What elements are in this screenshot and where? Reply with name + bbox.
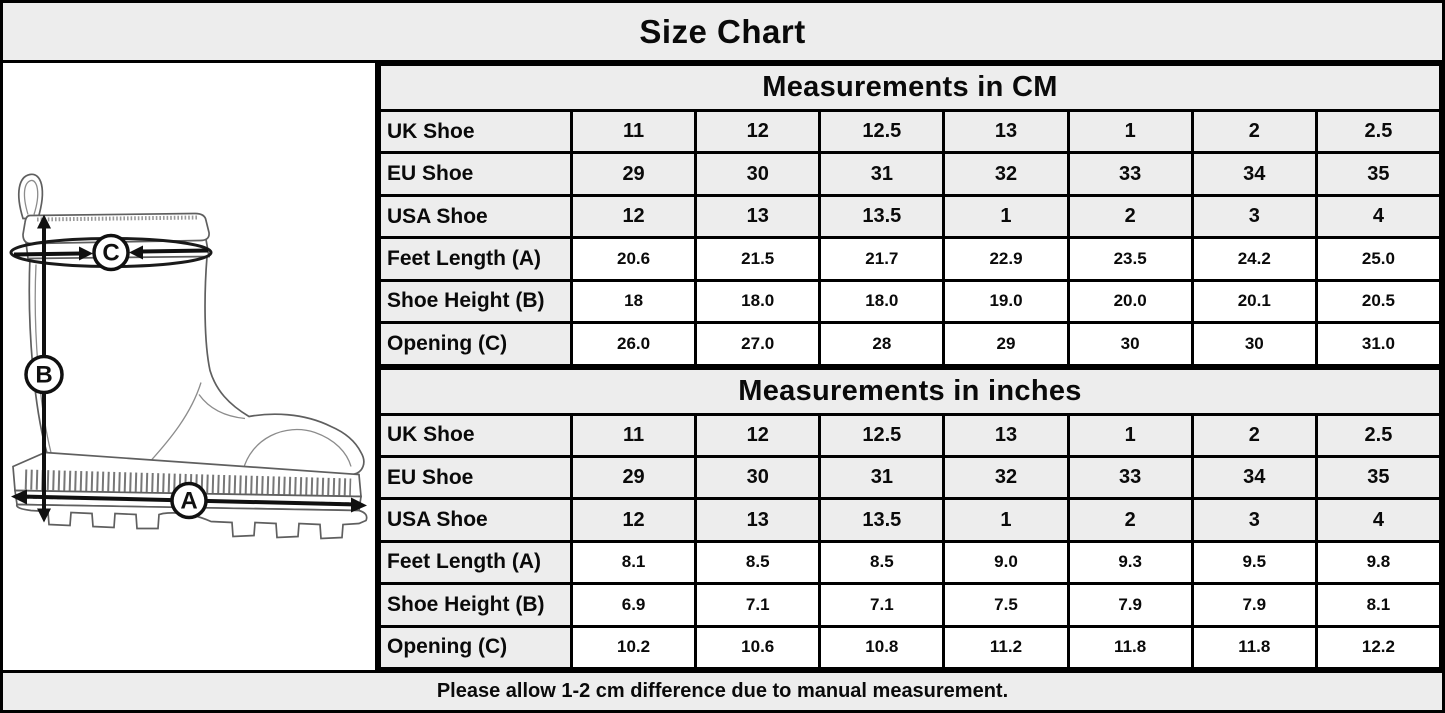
row-label: USA Shoe bbox=[380, 195, 572, 237]
value-cell: 11.2 bbox=[944, 626, 1068, 668]
table-row bbox=[380, 584, 1441, 626]
value-cell: 11 bbox=[572, 414, 696, 456]
value-cell: 12.5 bbox=[820, 414, 944, 456]
row-label: EU Shoe bbox=[380, 153, 572, 195]
value-cell: 13.5 bbox=[820, 499, 944, 541]
value-cell: 30 bbox=[696, 456, 820, 498]
value-cell: 25.0 bbox=[1316, 238, 1440, 280]
value-cell: 11.8 bbox=[1192, 626, 1316, 668]
table-row bbox=[380, 323, 1441, 365]
value-cell: 31 bbox=[820, 153, 944, 195]
boot-measurement-diagram bbox=[3, 63, 375, 670]
value-cell: 2 bbox=[1192, 414, 1316, 456]
value-cell: 13 bbox=[944, 414, 1068, 456]
value-cell: 7.9 bbox=[1192, 584, 1316, 626]
value-cell: 8.1 bbox=[572, 541, 696, 583]
value-cell: 26.0 bbox=[572, 323, 696, 365]
row-label: UK Shoe bbox=[380, 111, 572, 153]
value-cell: 18.0 bbox=[820, 280, 944, 322]
row-label: Shoe Height (B) bbox=[380, 280, 572, 322]
table-row bbox=[380, 153, 1441, 195]
page-title: Size Chart bbox=[3, 3, 1442, 63]
table-row bbox=[380, 456, 1441, 498]
value-cell: 13 bbox=[696, 499, 820, 541]
value-cell: 33 bbox=[1068, 153, 1192, 195]
value-cell: 7.5 bbox=[944, 584, 1068, 626]
boot-diagram-panel bbox=[3, 63, 378, 670]
value-cell: 9.5 bbox=[1192, 541, 1316, 583]
table-row bbox=[380, 626, 1441, 668]
row-label: EU Shoe bbox=[380, 456, 572, 498]
value-cell: 12 bbox=[696, 111, 820, 153]
value-cell: 7.1 bbox=[696, 584, 820, 626]
value-cell: 30 bbox=[1068, 323, 1192, 365]
value-cell: 13 bbox=[944, 111, 1068, 153]
value-cell: 18.0 bbox=[696, 280, 820, 322]
value-cell: 1 bbox=[1068, 414, 1192, 456]
section-header: Measurements in inches bbox=[380, 368, 1441, 414]
value-cell: 21.5 bbox=[696, 238, 820, 280]
value-cell: 35 bbox=[1316, 456, 1440, 498]
row-label: Opening (C) bbox=[380, 323, 572, 365]
svg-text:A: A bbox=[180, 487, 198, 515]
value-cell: 20.5 bbox=[1316, 280, 1440, 322]
row-label: Feet Length (A) bbox=[380, 541, 572, 583]
measurement-tables bbox=[378, 63, 1442, 670]
value-cell: 13 bbox=[696, 195, 820, 237]
table-row bbox=[380, 499, 1441, 541]
value-cell: 10.8 bbox=[820, 626, 944, 668]
boot-upper bbox=[29, 257, 364, 475]
value-cell: 31.0 bbox=[1316, 323, 1440, 365]
table-row bbox=[380, 541, 1441, 583]
table-row bbox=[380, 111, 1441, 153]
table-row bbox=[380, 414, 1441, 456]
value-cell: 30 bbox=[1192, 323, 1316, 365]
value-cell: 21.7 bbox=[820, 238, 944, 280]
value-cell: 28 bbox=[820, 323, 944, 365]
value-cell: 33 bbox=[1068, 456, 1192, 498]
row-label: Feet Length (A) bbox=[380, 238, 572, 280]
value-cell: 10.2 bbox=[572, 626, 696, 668]
value-cell: 8.5 bbox=[820, 541, 944, 583]
value-cell: 24.2 bbox=[1192, 238, 1316, 280]
svg-text:C: C bbox=[102, 239, 120, 267]
value-cell: 12 bbox=[572, 195, 696, 237]
value-cell: 11.8 bbox=[1068, 626, 1192, 668]
value-cell: 20.0 bbox=[1068, 280, 1192, 322]
row-label: Shoe Height (B) bbox=[380, 584, 572, 626]
value-cell: 9.8 bbox=[1316, 541, 1440, 583]
value-cell: 2.5 bbox=[1316, 111, 1440, 153]
marker-c bbox=[94, 236, 128, 270]
value-cell: 29 bbox=[572, 456, 696, 498]
value-cell: 9.3 bbox=[1068, 541, 1192, 583]
chart-body bbox=[3, 63, 1442, 670]
table-row bbox=[380, 238, 1441, 280]
value-cell: 12 bbox=[696, 414, 820, 456]
value-cell: 31 bbox=[820, 456, 944, 498]
value-cell: 3 bbox=[1192, 499, 1316, 541]
value-cell: 9.0 bbox=[944, 541, 1068, 583]
value-cell: 10.6 bbox=[696, 626, 820, 668]
value-cell: 2 bbox=[1192, 111, 1316, 153]
row-label: USA Shoe bbox=[380, 499, 572, 541]
row-label: Opening (C) bbox=[380, 626, 572, 668]
marker-b bbox=[26, 357, 62, 393]
section-header: Measurements in CM bbox=[380, 65, 1441, 111]
value-cell: 8.1 bbox=[1316, 584, 1440, 626]
value-cell: 13.5 bbox=[820, 195, 944, 237]
value-cell: 32 bbox=[944, 153, 1068, 195]
value-cell: 30 bbox=[696, 153, 820, 195]
value-cell: 19.0 bbox=[944, 280, 1068, 322]
value-cell: 4 bbox=[1316, 499, 1440, 541]
value-cell: 18 bbox=[572, 280, 696, 322]
value-cell: 2 bbox=[1068, 499, 1192, 541]
measurements-table-cm bbox=[378, 63, 1442, 367]
footer-note: Please allow 1-2 cm difference due to manual measurement. bbox=[3, 670, 1442, 710]
value-cell: 2 bbox=[1068, 195, 1192, 237]
value-cell: 8.5 bbox=[696, 541, 820, 583]
value-cell: 20.1 bbox=[1192, 280, 1316, 322]
value-cell: 29 bbox=[944, 323, 1068, 365]
value-cell: 12 bbox=[572, 499, 696, 541]
value-cell: 1 bbox=[1068, 111, 1192, 153]
value-cell: 34 bbox=[1192, 456, 1316, 498]
value-cell: 2.5 bbox=[1316, 414, 1440, 456]
value-cell: 22.9 bbox=[944, 238, 1068, 280]
table-row bbox=[380, 280, 1441, 322]
table-row bbox=[380, 195, 1441, 237]
value-cell: 4 bbox=[1316, 195, 1440, 237]
section-header-row bbox=[380, 65, 1441, 111]
value-cell: 23.5 bbox=[1068, 238, 1192, 280]
value-cell: 1 bbox=[944, 195, 1068, 237]
value-cell: 1 bbox=[944, 499, 1068, 541]
svg-text:B: B bbox=[35, 361, 53, 389]
value-cell: 34 bbox=[1192, 153, 1316, 195]
marker-a bbox=[172, 484, 206, 518]
value-cell: 11 bbox=[572, 111, 696, 153]
value-cell: 6.9 bbox=[572, 584, 696, 626]
value-cell: 12.2 bbox=[1316, 626, 1440, 668]
value-cell: 29 bbox=[572, 153, 696, 195]
measurements-table-inches bbox=[378, 367, 1442, 671]
value-cell: 3 bbox=[1192, 195, 1316, 237]
value-cell: 32 bbox=[944, 456, 1068, 498]
value-cell: 7.1 bbox=[820, 584, 944, 626]
value-cell: 20.6 bbox=[572, 238, 696, 280]
row-label: UK Shoe bbox=[380, 414, 572, 456]
value-cell: 27.0 bbox=[696, 323, 820, 365]
value-cell: 12.5 bbox=[820, 111, 944, 153]
value-cell: 35 bbox=[1316, 153, 1440, 195]
value-cell: 7.9 bbox=[1068, 584, 1192, 626]
section-header-row bbox=[380, 368, 1441, 414]
